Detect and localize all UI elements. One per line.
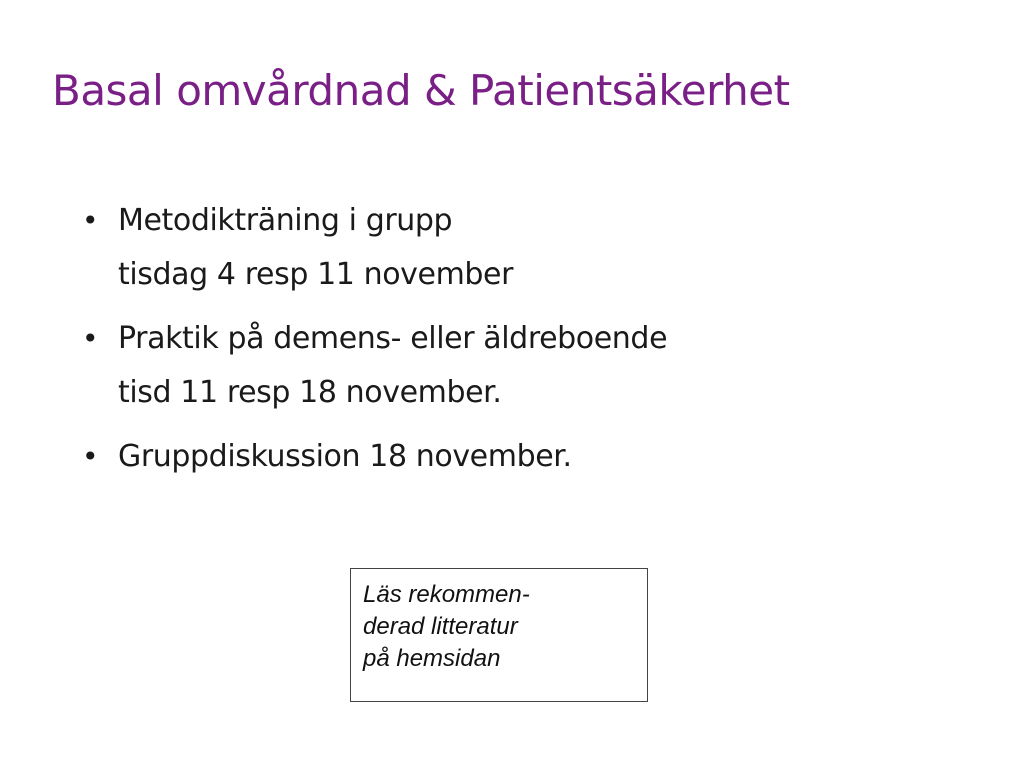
bullet-subtext: tisdag 4 resp 11 november <box>118 257 514 292</box>
bullet-text: Metodikträning i grupp <box>118 203 453 238</box>
bullet-item-gruppdiskussion <box>82 428 667 486</box>
bullet-item-praktik <box>82 310 667 422</box>
bullet-item-metodiktraning <box>82 192 667 304</box>
slide-title: Basal omvårdnad & Patientsäkerhet <box>52 66 790 115</box>
bullet-list <box>82 192 667 492</box>
note-line: derad litteratur <box>363 613 518 640</box>
note-line: på hemsidan <box>363 645 501 672</box>
note-line: Läs rekommen- <box>363 581 530 608</box>
literature-note-box <box>350 568 648 702</box>
bullet-subtext: tisd 11 resp 18 november. <box>118 375 502 410</box>
bullet-icon: • <box>82 440 99 473</box>
bullet-text: Praktik på demens- eller äldreboende <box>118 321 668 356</box>
bullet-text: Gruppdiskussion 18 november. <box>118 439 572 474</box>
bullet-icon: • <box>82 204 99 237</box>
bullet-icon: • <box>82 322 99 355</box>
